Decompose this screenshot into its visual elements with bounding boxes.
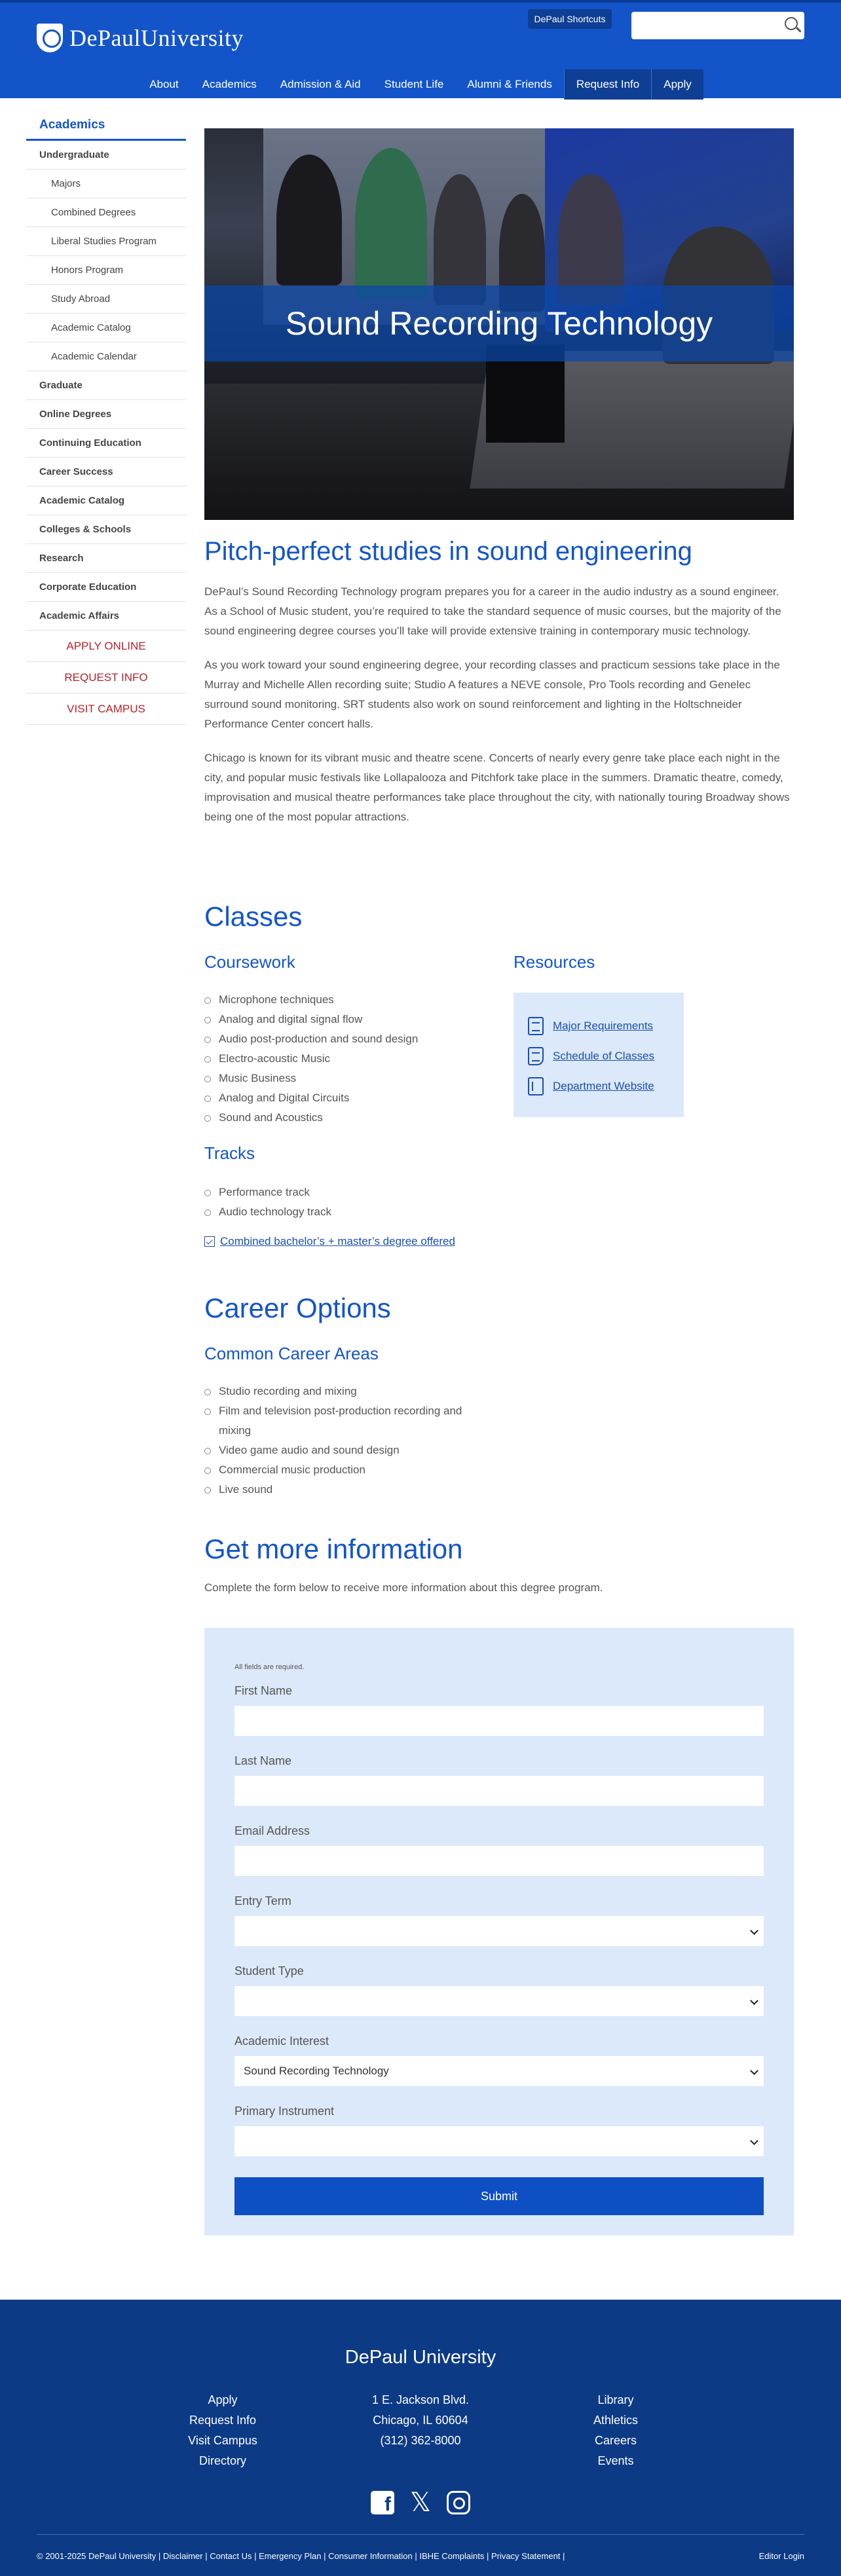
list-item: Commercial music production <box>204 1460 493 1480</box>
nav-apply[interactable]: Apply <box>651 69 703 100</box>
major-requirements-link[interactable] <box>528 1011 684 1041</box>
visit-campus-link[interactable]: VISIT CAMPUS <box>26 693 186 725</box>
footer-address <box>362 2390 479 2451</box>
footer-link-apply[interactable]: Apply <box>208 2393 238 2406</box>
editor-login-link[interactable]: Editor Login <box>758 2551 804 2561</box>
social-links <box>0 2488 841 2517</box>
footer-link-careers[interactable]: Careers <box>594 2434 637 2447</box>
list-item: Analog and Digital Circuits <box>204 1088 493 1108</box>
footer-street: 1 E. Jackson Blvd. <box>371 2393 470 2406</box>
email-label: Email Address <box>234 1824 310 1837</box>
hero-person <box>355 148 427 299</box>
sidebar-item-combined-degrees[interactable]: Combined Degrees <box>26 198 186 227</box>
list-item: Audio technology track <box>204 1202 493 1222</box>
apply-online-link[interactable]: APPLY ONLINE <box>26 631 186 662</box>
email-input[interactable] <box>234 1846 764 1876</box>
academic-interest-value: Sound Recording Technology <box>244 2065 389 2077</box>
combined-degree-label: Combined bachelor’s + master’s degree offered <box>220 1235 455 1247</box>
primary-instrument-select[interactable] <box>234 2126 764 2156</box>
footer-link-athletics[interactable]: Athletics <box>593 2414 639 2427</box>
department-website-link[interactable] <box>528 1071 684 1101</box>
instagram-icon[interactable] <box>447 2491 470 2514</box>
hero-title: Sound Recording Technology <box>285 305 713 342</box>
facebook-icon[interactable]: f <box>371 2491 394 2514</box>
list-item: Electro-acoustic Music <box>204 1049 493 1069</box>
footer-link-library[interactable]: Library <box>597 2393 634 2406</box>
career-heading: Career Options <box>204 1293 391 1323</box>
list-item: Performance track <box>204 1183 493 1202</box>
footer-link-visit-campus[interactable]: Visit Campus <box>188 2434 257 2447</box>
career-list <box>204 1382 493 1500</box>
footer-divider <box>37 2534 804 2535</box>
site-header <box>0 0 841 98</box>
sidebar-item-career-success[interactable]: Career Success <box>26 458 186 487</box>
list-item: Sound and Acoustics <box>204 1108 493 1128</box>
depaul-shield-icon <box>37 24 63 52</box>
copyright: © 2001-2025 DePaul University <box>37 2551 157 2561</box>
tracks-list <box>204 1183 493 1222</box>
nav-admission-aid[interactable]: Admission & Aid <box>280 78 361 90</box>
site-logo[interactable] <box>37 22 244 54</box>
webpage-icon <box>528 1077 544 1095</box>
hero-image <box>204 128 794 520</box>
list-item: Audio post-production and sound design <box>204 1029 493 1049</box>
main-content <box>204 128 794 2203</box>
chevron-down-icon <box>750 1996 758 2005</box>
sidebar <box>26 114 186 725</box>
resource-label: Major Requirements <box>553 1020 654 1032</box>
search-input[interactable] <box>631 12 804 39</box>
request-info-link[interactable]: REQUEST INFO <box>26 662 186 693</box>
sidebar-item-research[interactable]: Research <box>26 544 186 573</box>
nav-about[interactable]: About <box>149 78 179 90</box>
footer-city: Chicago, IL 60604 <box>373 2414 468 2427</box>
chevron-down-icon <box>750 2067 758 2075</box>
entry-term-select[interactable] <box>234 1916 764 1946</box>
last-name-label: Last Name <box>234 1754 292 1767</box>
sidebar-item-academic-catalog[interactable]: Academic Catalog <box>26 487 186 515</box>
sidebar-item-online-degrees[interactable]: Online Degrees <box>26 400 186 429</box>
disclaimer-link[interactable]: Disclaimer <box>162 2551 203 2561</box>
nav-alumni-friends[interactable]: Alumni & Friends <box>467 78 552 90</box>
resource-label: Schedule of Classes <box>553 1050 654 1062</box>
sidebar-heading[interactable]: Academics <box>26 114 186 141</box>
footer-phone[interactable]: (312) 362-8000 <box>380 2434 461 2447</box>
list-item: Music Business <box>204 1069 493 1088</box>
page-headline: Pitch-perfect studies in sound engineering <box>204 537 692 566</box>
nav-request-info[interactable]: Request Info <box>564 69 651 100</box>
tracks-heading: Tracks <box>204 1143 255 1163</box>
main-nav <box>0 69 841 100</box>
intro-paragraph: Chicago is known for its vibrant music and theatre scene. Concerts of nearly every genre take place each night in the city, and popular music festivals like Lollapalooza and Pitchfork take place in the summers. Dramatic theatre, comedy, improvisation and musical theatre performances take place throughout the city, with nationally touring Broadway shows being one of the most popular attractions. <box>204 752 790 823</box>
site-footer <box>0 2300 841 2576</box>
info-heading: Get more information <box>204 1534 463 1564</box>
sidebar-item-honors-program[interactable]: Honors Program <box>26 256 186 285</box>
sidebar-item-study-abroad[interactable]: Study Abroad <box>26 285 186 314</box>
chevron-down-icon <box>750 1926 758 1935</box>
x-icon[interactable]: 𝕏 <box>409 2488 432 2517</box>
document-icon <box>528 1017 544 1035</box>
last-name-input[interactable] <box>234 1776 764 1806</box>
list-item: Studio recording and mixing <box>204 1382 493 1401</box>
info-request-form <box>204 1628 794 2236</box>
nav-student-life[interactable]: Student Life <box>384 78 444 90</box>
primary-instrument-label: Primary Instrument <box>234 2105 335 2118</box>
sidebar-item-academic-affairs[interactable]: Academic Affairs <box>26 602 186 631</box>
resources-heading: Resources <box>514 952 595 972</box>
list-item: Analog and digital signal flow <box>204 1010 493 1029</box>
sidebar-item-colleges-schools[interactable]: Colleges & Schools <box>26 515 186 544</box>
hero-title-band <box>204 285 794 361</box>
intro-paragraph: DePaul’s Sound Recording Technology program prepares you for a career in the audio industry as a sound engineer. As a School of Music student, you’re required to take the standard sequence of music courses, but the majority of the sound engineering degree courses you’ll take will provide extensive training in contemporary music technology. <box>204 585 781 637</box>
schedule-of-classes-link[interactable] <box>528 1041 684 1071</box>
list-item: Microphone techniques <box>204 990 493 1010</box>
sidebar-item-majors[interactable]: Majors <box>26 170 186 198</box>
chevron-down-icon <box>750 2137 758 2145</box>
calendar-clock-icon <box>528 1047 544 1065</box>
info-intro: Complete the form below to receive more information about this degree program. <box>204 1581 603 1594</box>
sidebar-item-continuing-education[interactable]: Continuing Education <box>26 429 186 458</box>
sidebar-item-graduate[interactable]: Graduate <box>26 371 186 400</box>
footer-title: DePaul University <box>345 2347 496 2368</box>
footer-links-col3 <box>576 2390 655 2471</box>
logo-text: DePaulUniversity <box>69 25 244 51</box>
career-subheading: Common Career Areas <box>204 1344 379 1363</box>
academic-interest-label: Academic Interest <box>234 2034 329 2048</box>
consumer-information-link[interactable]: Consumer Information <box>328 2551 413 2561</box>
emergency-plan-link[interactable]: Emergency Plan <box>259 2551 322 2561</box>
sidebar-item-liberal-studies[interactable]: Liberal Studies Program <box>26 227 186 256</box>
student-type-label: Student Type <box>234 1964 304 1978</box>
footer-legal-links: © 2001-2025 DePaul University | Disclaimer | Contact Us | Emergency Plan | Consumer Information | IBHE Complaints | Privacy Statement | <box>37 2551 565 2561</box>
nav-academics[interactable]: Academics <box>202 78 257 90</box>
list-item: Film and television post-production recording and mixing <box>204 1401 493 1441</box>
ibhe-complaints-link[interactable]: IBHE Complaints <box>419 2551 485 2561</box>
submit-button[interactable]: Submit <box>234 2177 764 2215</box>
required-note: All fields are required. <box>234 1663 305 1671</box>
coursework-heading: Coursework <box>204 952 295 972</box>
footer-link-request-info[interactable]: Request Info <box>189 2414 257 2427</box>
shortcuts-button[interactable]: DePaul Shortcuts <box>528 9 612 29</box>
combined-degree-link[interactable] <box>204 1235 455 1248</box>
resource-label: Department Website <box>553 1080 654 1092</box>
first-name-input[interactable] <box>234 1706 764 1736</box>
privacy-statement-link[interactable]: Privacy Statement <box>491 2551 561 2561</box>
first-name-label: First Name <box>234 1684 293 1697</box>
sidebar-item-academic-catalog-sub[interactable]: Academic Catalog <box>26 314 186 342</box>
contact-us-link[interactable]: Contact Us <box>210 2551 252 2561</box>
sidebar-item-undergraduate[interactable]: Undergraduate <box>26 141 186 170</box>
footer-links-col1 <box>177 2390 269 2471</box>
sidebar-item-academic-calendar[interactable]: Academic Calendar <box>26 342 186 371</box>
student-type-select[interactable] <box>234 1986 764 2016</box>
checkbox-icon <box>204 1236 215 1247</box>
classes-heading: Classes <box>204 901 303 932</box>
intro-paragraph: As you work toward your sound engineering degree, your recording classes and practicum sessions take place in the Murray and Michelle Allen recording suite; Studio A features a NEVE console, Pro Tools recording and Genelec surround sound monitoring. SRT students also work on sound reinforcement and lighting in the Holtschneider Performance Center concert halls. <box>204 659 780 730</box>
footer-link-directory[interactable]: Directory <box>198 2454 246 2467</box>
academic-interest-select[interactable] <box>234 2056 764 2086</box>
entry-term-label: Entry Term <box>234 1894 291 1907</box>
list-item: Video game audio and sound design <box>204 1441 493 1460</box>
sidebar-item-corporate-education[interactable]: Corporate Education <box>26 573 186 602</box>
footer-link-events[interactable]: Events <box>597 2454 634 2467</box>
list-item: Live sound <box>204 1480 493 1500</box>
resources-box <box>514 993 684 1117</box>
hero-person <box>276 155 342 285</box>
coursework-list <box>204 990 493 1128</box>
search-icon[interactable] <box>785 17 798 30</box>
